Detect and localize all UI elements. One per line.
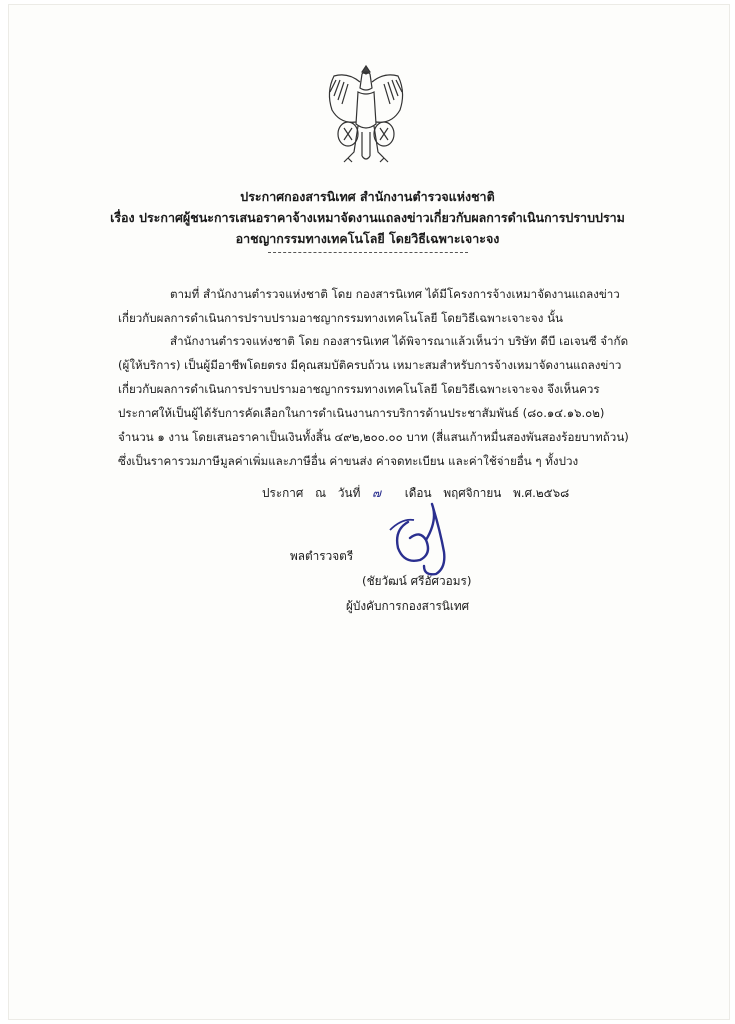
- month-value: พฤศจิกายน: [443, 486, 502, 500]
- signatory-rank: พลตำรวจตรี: [290, 549, 354, 563]
- year-value: พ.ศ.๒๕๖๘: [513, 486, 570, 500]
- paragraph-intro-text: ตามที่ สำนักงานตำรวจแห่งชาติ โดย กองสารนิเทศ ได้มีโครงการจ้างเหมาจัดงานแถลงข่าวเกี่ยวกับผลการดำเนินการปราบปรามอาชญากรรมทางเทคโนโลยี โดยวิธีเฉพาะเจาะจง นั้น: [118, 287, 620, 325]
- handwritten-signature: [380, 490, 500, 580]
- at-label: ณ: [315, 486, 327, 500]
- announce-label: ประกาศ: [262, 486, 304, 500]
- signatory-title: ผู้บังคับการกองสารนิเทศ: [346, 599, 470, 613]
- announcement-subject-cont: อาชญากรรมทางเทคโนโลยี โดยวิธีเฉพาะเจาะจง: [235, 231, 500, 246]
- announcement-title: ประกาศกองสารนิเทศ สำนักงานตำรวจแห่งชาติ: [240, 189, 495, 204]
- garuda-emblem: [318, 62, 414, 166]
- day-label: วันที่: [337, 486, 361, 500]
- month-label: เดือน: [404, 486, 432, 500]
- announcement-subject: เรื่อง ประกาศผู้ชนะการเสนอราคาจ้างเหมาจัดงานแถลงข่าวเกี่ยวกับผลการดำเนินการปราบปราม: [110, 210, 625, 225]
- signatory-name: (ชัยวัฒน์ ศรีอัศวอมร): [362, 574, 472, 588]
- paragraph-intro: [118, 282, 640, 330]
- day-value: ๗: [372, 486, 381, 500]
- paragraph-award: [118, 329, 640, 473]
- header-separator: [268, 252, 468, 253]
- paragraph-award-text: สำนักงานตำรวจแห่งชาติ โดย กองสารนิเทศ ได้พิจารณาแล้วเห็นว่า บริษัท ดีบี เอเจนซี จำกัด (ผู้ให้บริการ) เป็นผู้มีอาชีพโดยตรง มีคุณสมบัติครบถ้วน เหมาะสมสำหรับการจ้างเหมาจัดงานแถลงข่าวเกี่ยวกับผลการดำเนินการปราบปรามอาชญากรรมทางเทคโนโลยี โดยวิธีเฉพาะเจาะจง จึงเห็นควรประกาศให้เป็นผู้ได้รับการคัดเลือกในการดำเนินงานการบริการด้านประชาสัมพันธ์ (๘๐.๑๔.๑๖.๐๒) จำนวน ๑ งาน โดยเสนอราคาเป็นเงินทั้งสิ้น ๔๙๒,๒๐๐.๐๐ บาท (สี่แสนเก้าหมื่นสองพันสองร้อยบาทถ้วน) ซึ่งเป็นราคารวมภาษีมูลค่าเพิ่มและภาษีอื่น ค่าขนส่ง ค่าจดทะเบียน และค่าใช้จ่ายอื่น ๆ ทั้งปวง: [118, 334, 629, 468]
